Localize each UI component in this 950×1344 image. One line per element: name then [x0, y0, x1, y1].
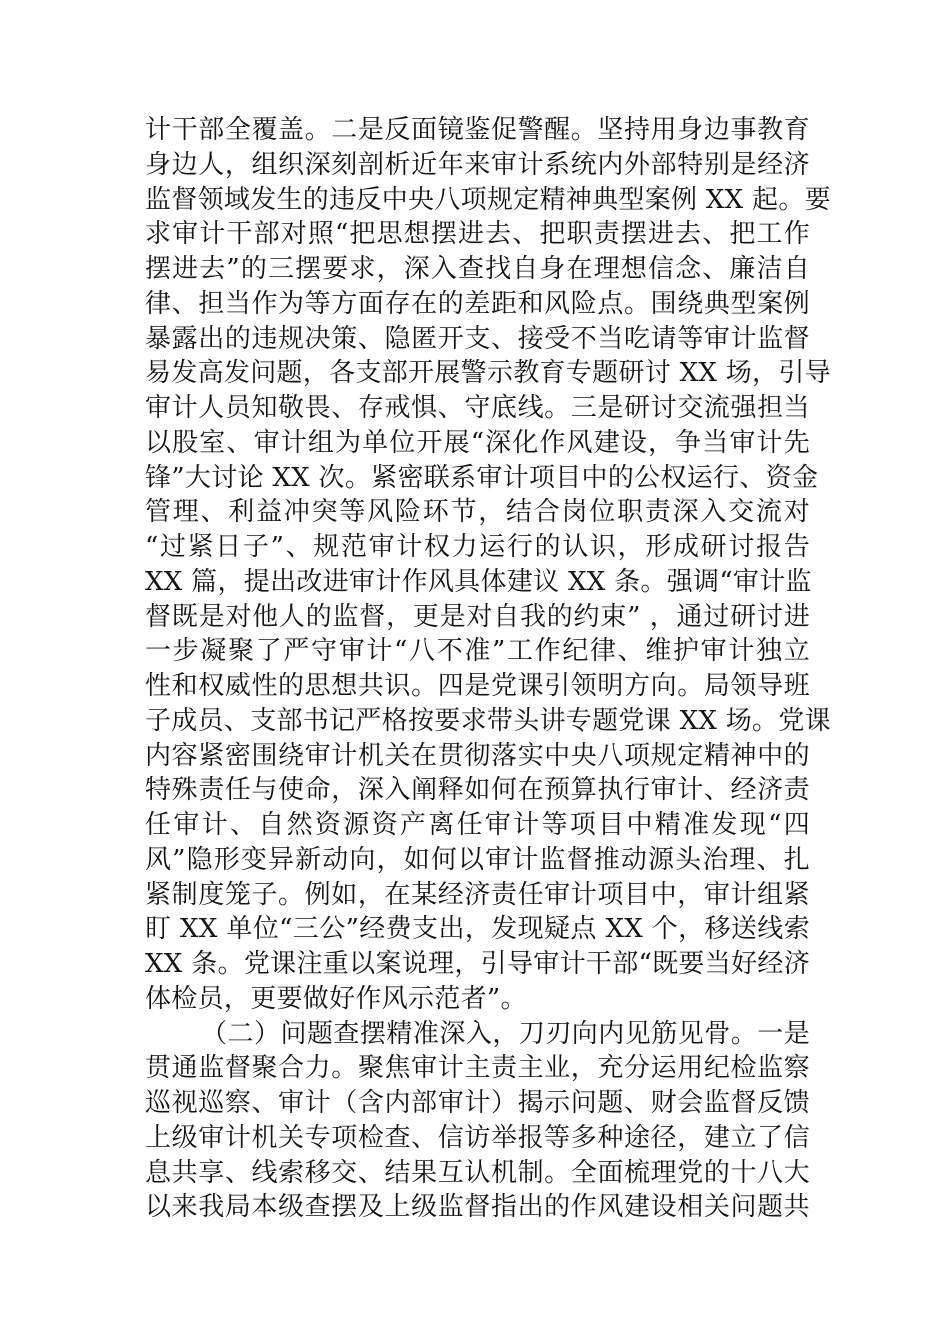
text-line: 任审计、自然资源资产离任审计等项目中精准发现“四 [145, 810, 810, 840]
text-line: 求审计干部对照“把思想摆进去、把职责摆进去、把工作 [145, 219, 810, 250]
text-line: 管理、利益冲突等风险环节，结合岗位职责深入交流对 [145, 497, 810, 528]
text-line: 监督领域发生的违反中央八项规定精神典型案例 XX 起。要 [145, 184, 831, 215]
text-line: 督既是对他人的监督，更是对自我的约束” ，通过研讨进 [145, 601, 810, 632]
text-line: 特殊责任与使命，深入阐释如何在预算执行审计、经济责 [145, 775, 810, 806]
text-line: 计干部全覆盖。二是反面镜鉴促警醒。坚持用身边事教育 [145, 115, 810, 145]
text-line: 上级审计机关专项检查、信访举报等多种途径，建立了信 [145, 1122, 810, 1153]
text-line: 一步凝聚了严守审计“八不准”工作纪律、维护审计独立 [145, 636, 810, 667]
section-heading-line: （二）问题查摆精准深入，刀刃向内见筋见骨。一是 [201, 1018, 810, 1049]
text-line: 紧制度笼子。例如，在某经济责任审计项目中，审计组紧 [145, 879, 810, 910]
paragraph-end-line: 体检员，更要做好作风示范者”。 [145, 983, 527, 1014]
text-line: 锋”大讨论 XX 次。紧密联系审计项目中的公权运行、资金 [145, 462, 819, 493]
text-line: 暴露出的违规决策、隐匿开支、接受不当吃请等审计监督 [145, 323, 810, 354]
text-line: 易发高发问题，各支部开展警示教育专题研讨 XX 场，引导 [145, 358, 831, 389]
text-line: 审计人员知敬畏、存戒惧、守底线。三是研讨交流强担当 [145, 393, 810, 423]
text-line: XX 条。党课注重以案说理，引导审计干部“既要当好经济 [145, 949, 810, 979]
text-line: 子成员、支部书记严格按要求带头讲专题党课 XX 场。党课 [145, 705, 831, 736]
text-line: 息共享、线索移交、结果互认机制。全面梳理党的十八大 [145, 1157, 810, 1188]
text-line: “过紧日子”、规范审计权力运行的认识，形成研讨报告 [145, 532, 810, 562]
text-line: 律、担当作为等方面存在的差距和风险点。围绕典型案例 [145, 288, 810, 319]
text-line: 以来我局本级查摆及上级监督指出的作风建设相关问题共 [145, 1192, 810, 1223]
text-line: 贯通监督聚合力。聚焦审计主责主业，充分运用纪检监察 [145, 1053, 810, 1084]
text-line: 摆进去”的三摆要求，深入查找自身在理想信念、廉洁自 [145, 254, 810, 284]
text-line: 性和权威性的思想共识。四是党课引领明方向。局领导班 [145, 671, 810, 701]
text-line: 以股室、审计组为单位开展“深化作风建设，争当审计先 [145, 427, 810, 458]
body-text [145, 113, 831, 1225]
text-line: 盯 XX 单位“三公”经费支出，发现疑点 XX 个，移送线索 [145, 914, 810, 945]
text-line: 身边人，组织深刻剖析近年来审计系统内外部特别是经济 [145, 149, 810, 180]
text-line: 内容紧密围绕审计机关在贯彻落实中央八项规定精神中的 [145, 740, 810, 771]
text-line: 巡视巡察、审计（含内部审计）揭示问题、财会监督反馈 [145, 1088, 810, 1118]
text-line: 风”隐形变异新动向，如何以审计监督推动源头治理、扎 [145, 844, 810, 875]
text-line: XX 篇，提出改进审计作风具体建议 XX 条。强调“审计监 [145, 566, 812, 597]
